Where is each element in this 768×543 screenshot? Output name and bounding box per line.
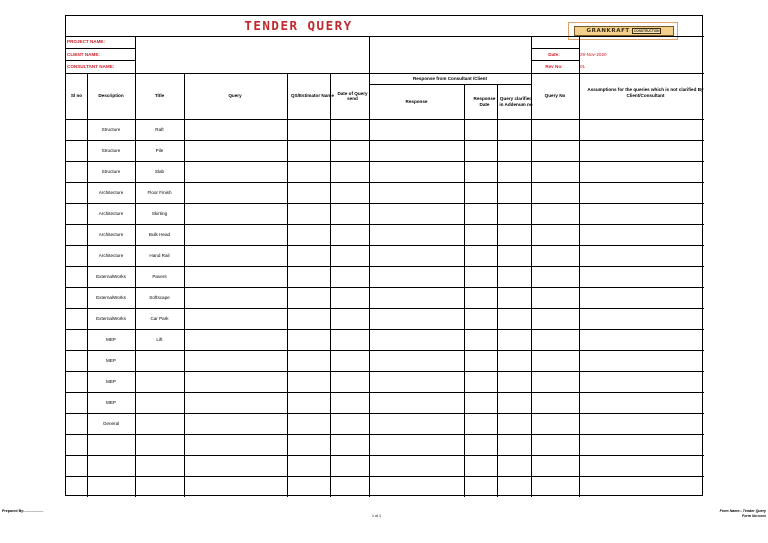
row-description: Architecture	[98, 190, 124, 195]
date-label: Date:	[548, 52, 560, 57]
title-header: Title	[154, 93, 165, 99]
grid-vline	[184, 73, 185, 497]
row-title: Raft	[155, 127, 164, 132]
grid-vline	[87, 73, 88, 497]
form-name: Form Name:- Tender Query	[719, 509, 766, 513]
row-description: General	[102, 421, 120, 426]
grid-vline	[330, 73, 331, 497]
assumptions-header: Assumptions for the queries which is not clarified By Client/Consultant	[587, 87, 704, 98]
row-description: ExternalWorks	[96, 274, 126, 279]
response-group-header: Response from Consultant /Client	[412, 75, 488, 81]
grid-vline	[579, 36, 580, 73]
row-title: Pavers	[152, 274, 167, 279]
row-description: Structure	[101, 148, 121, 153]
prepared-by: Prepared By:...................	[2, 509, 44, 513]
grid-hline	[66, 455, 704, 456]
tender-query-sheet	[65, 15, 703, 496]
sl-no-header: Sl no	[70, 93, 83, 99]
grid-hline	[66, 371, 704, 372]
grid-hline	[66, 392, 704, 393]
grid-hline	[66, 287, 704, 288]
row-title: Lift	[156, 337, 163, 342]
logo-text: GRANKRAFT	[586, 28, 630, 34]
grid-vline	[369, 36, 370, 73]
project-name-label: PROJECT NAME:	[67, 39, 106, 44]
grid-hline	[66, 48, 135, 49]
grid-vline	[135, 73, 136, 497]
rev-no-label: Rev No:	[545, 64, 563, 69]
grid-vline	[497, 84, 498, 497]
row-description: Structure	[101, 127, 121, 132]
grid-hline	[66, 36, 531, 37]
row-title	[135, 413, 184, 434]
row-description: MEP	[106, 379, 116, 384]
grid-hline	[66, 476, 704, 477]
row-description: Architecture	[98, 232, 124, 237]
row-description: ExternalWorks	[96, 316, 126, 321]
grid-vline	[531, 36, 532, 73]
row-title: Bulk Head	[148, 232, 171, 237]
grid-hline	[66, 329, 704, 330]
row-title	[135, 455, 184, 476]
page-title: TENDER QUERY	[244, 18, 353, 33]
query-header: Query	[228, 93, 242, 99]
grid-hline	[66, 413, 704, 414]
grid-hline	[66, 266, 704, 267]
row-description: ExternalWorks	[96, 295, 126, 300]
grid-hline	[66, 182, 704, 183]
grid-vline	[579, 73, 580, 497]
row-description: Architecture	[98, 253, 124, 258]
description-header: Description	[98, 93, 124, 99]
row-title: Car Park	[150, 316, 169, 321]
row-description: MEP	[106, 358, 116, 363]
logo-badge	[574, 26, 674, 36]
grid-hline	[66, 60, 135, 61]
grid-hline	[66, 203, 704, 204]
page-number: 1 of 1	[372, 514, 381, 518]
response-date-header: Response Date	[473, 96, 496, 107]
row-description	[87, 455, 135, 476]
grid-hline	[66, 161, 704, 162]
row-title: Floor Finish	[147, 190, 172, 195]
grid-hline	[66, 350, 704, 351]
row-title	[135, 350, 184, 371]
grid-vline	[287, 73, 288, 497]
row-title: Skirting	[151, 211, 168, 216]
grid-hline	[369, 84, 531, 85]
grid-hline	[66, 119, 704, 120]
grid-hline	[66, 308, 704, 309]
row-title: Hand Rail	[149, 253, 170, 258]
addendum-header: Query clarified in Addenum no	[499, 96, 533, 107]
row-description: Structure	[101, 169, 121, 174]
row-description	[87, 434, 135, 455]
row-title: Pile	[155, 148, 164, 153]
row-title	[135, 371, 184, 392]
query-no-header: Query No	[544, 93, 566, 99]
company-logo	[568, 22, 678, 40]
grid-vline	[135, 36, 136, 73]
grid-hline	[531, 36, 704, 37]
response-header: Response	[405, 98, 428, 104]
row-description: MEP	[106, 337, 116, 342]
row-title: Softscape	[149, 295, 170, 300]
logo-tagline: CONSTRUCTION	[633, 29, 660, 33]
grid-hline	[66, 245, 704, 246]
row-title: Slab	[154, 169, 165, 174]
date-sent-header: Date of Query send	[337, 90, 368, 101]
grid-vline	[369, 73, 370, 497]
grid-hline	[66, 140, 704, 141]
row-title	[135, 434, 184, 455]
date-value: 29-Nov-2020	[580, 52, 607, 57]
client-name-label: CLIENT NAME:	[67, 52, 100, 57]
consultant-name-label: CONSULTANT NAME:	[67, 64, 115, 69]
grid-hline	[66, 224, 704, 225]
row-description: Architecture	[98, 211, 124, 216]
row-description	[87, 476, 135, 497]
row-description: MEP	[106, 400, 116, 405]
qs-estimator-header: QS/Estimator Name	[291, 93, 334, 99]
rev-no-value: 01	[580, 64, 586, 69]
grid-hline	[531, 60, 579, 61]
grid-hline	[531, 48, 579, 49]
grid-vline	[531, 73, 532, 497]
row-title	[135, 392, 184, 413]
grid-hline	[66, 73, 704, 74]
grid-hline	[66, 434, 704, 435]
grid-vline	[464, 84, 465, 497]
form-number: Form No:xxxx	[742, 514, 766, 518]
row-title	[135, 476, 184, 497]
